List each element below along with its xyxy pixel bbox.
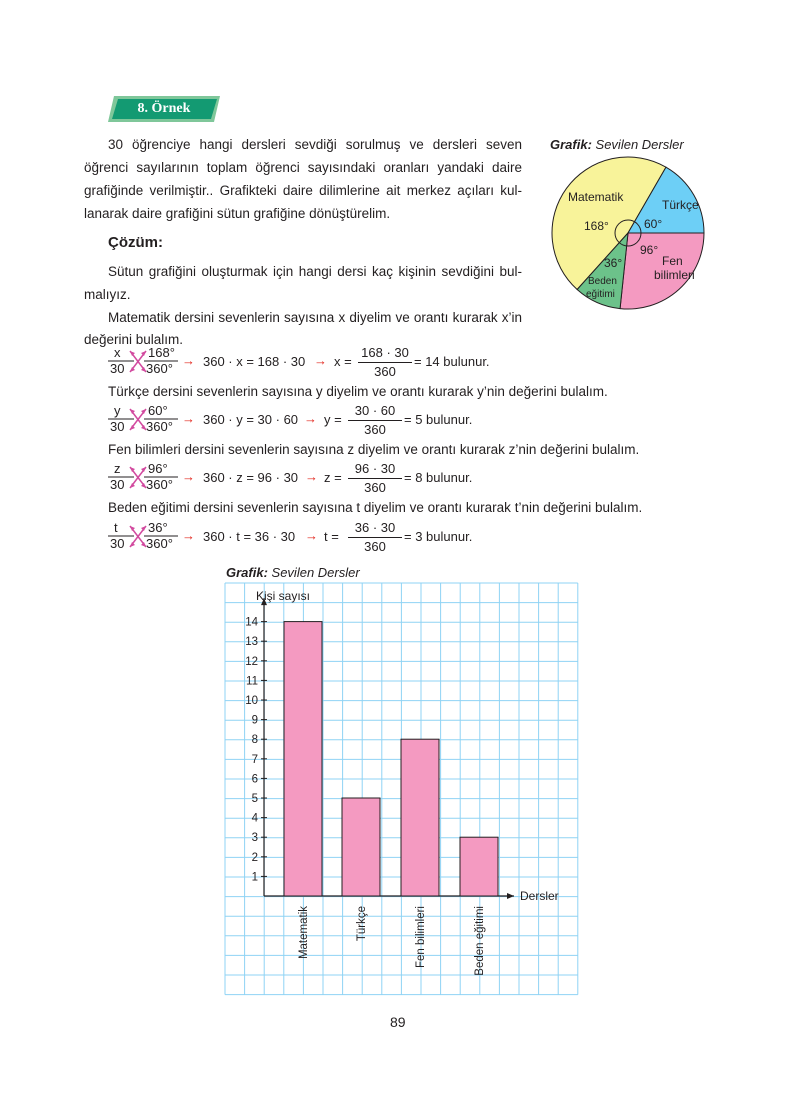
arrow-icon: → [314, 353, 327, 368]
solution-p1-line-1: Sütun grafiğini oluşturmak için hangi dersi kaç kişinin sevdiğini bul- [108, 264, 522, 279]
fraction-numerator: 96 · 30 [354, 461, 396, 476]
equation-result: = 8 bulunur. [404, 470, 473, 485]
pie-slice-label: Türkçe [662, 198, 699, 212]
ratio-full: 360° [146, 536, 173, 551]
arrow-icon: → [182, 353, 195, 368]
ratio-total: 30 [110, 361, 125, 376]
pie-slice-angle: 36° [604, 256, 623, 270]
arrow-icon: → [305, 469, 318, 484]
fraction-denominator: 360 [364, 480, 386, 495]
fraction-bar [358, 362, 412, 363]
pie-slice-label: Fen [662, 254, 683, 268]
equation-lhs: t = [324, 529, 339, 544]
arrow-icon: → [182, 469, 195, 484]
equation-product: 360 · t = 36 · 30 [203, 529, 296, 544]
fraction-denominator: 360 [374, 364, 396, 379]
bar [460, 837, 498, 896]
ratio-var: y [114, 403, 121, 418]
ratio-angle: 168° [148, 345, 175, 360]
bar [284, 622, 322, 896]
equation-result: = 3 bulunur. [404, 529, 473, 544]
ratio-var: z [114, 461, 121, 476]
solution-p2-line-1: Matematik dersini sevenlerin sayısına x diyelim ve orantı kurarak x’in [108, 310, 522, 325]
fraction-denominator: 360 [364, 422, 386, 437]
y-tick-label: 14 [245, 616, 258, 629]
cross-multiply-icon [106, 520, 186, 554]
example-badge [108, 96, 220, 122]
x-tick-label: Beden eğitimi [474, 906, 486, 976]
fraction-numerator: 168 · 30 [361, 345, 409, 360]
cross-multiply-icon [106, 403, 186, 437]
equation-result: = 14 bulunur. [414, 354, 490, 369]
arrow-icon: → [182, 411, 195, 426]
bar [401, 739, 439, 896]
y-axis-label: Kişi sayısı [256, 589, 311, 603]
equation-lhs: x = [334, 354, 352, 369]
x-tick-label: Fen bilimleri [415, 906, 427, 968]
y-tick-label: 2 [251, 851, 258, 864]
ratio-full: 360° [146, 477, 173, 492]
step-intro: Beden eğitimi dersini sevenlerin sayısına t diyelim ve orantı kurarak t’nin değerini bulalım. [108, 500, 643, 515]
pie-title-bold: Grafik: [550, 137, 592, 152]
y-tick-label: 1 [251, 871, 258, 884]
pie-slice-label: Beden [588, 276, 617, 287]
y-tick-label: 5 [251, 793, 258, 805]
intro-line-3: grafiğinde verilmiştir.. Grafikteki daire dilimlerine ait merkez açıları kul- [84, 183, 522, 198]
intro-line-1: 30 öğrenciye hangi dersleri sevdiği sorulmuş ve dersleri seven [108, 137, 522, 152]
example-label: 8. Örnek [137, 101, 191, 116]
y-tick-label: 12 [245, 655, 258, 668]
equation-result: = 5 bulunur. [404, 412, 473, 427]
bar-chart-title [226, 565, 360, 580]
pie-slice-angle: 168° [584, 219, 609, 233]
cross-multiply-icon [106, 461, 186, 495]
y-tick-label: 3 [251, 832, 258, 845]
arrow-icon: → [182, 528, 195, 543]
step-intro: Fen bilimleri dersini sevenlerin sayısına z diyelim ve orantı kurarak z’nin değerini bulalım. [108, 442, 640, 457]
fraction-bar [348, 478, 402, 479]
x-tick-label: Matematik [298, 906, 310, 960]
fraction-numerator: 36 · 30 [354, 520, 396, 535]
solution-p1-line-2: malıyız. [84, 287, 131, 302]
y-tick-label: 4 [251, 812, 258, 825]
y-tick-label: 11 [246, 675, 258, 688]
pie-title [550, 137, 684, 152]
x-axis-arrow-icon [507, 893, 514, 899]
equation-product: 360 · x = 168 · 30 [203, 354, 306, 369]
ratio-angle: 96° [148, 461, 168, 476]
arrow-icon: → [305, 528, 318, 543]
arrow-icon: → [304, 411, 317, 426]
pie-slice-label: bilimleri [654, 268, 695, 282]
ratio-angle: 36° [148, 520, 168, 535]
pie-title-rest: Sevilen Dersler [595, 137, 684, 152]
equation-product: 360 · y = 30 · 60 [203, 412, 299, 427]
fraction-bar [348, 537, 402, 538]
pie-chart [550, 155, 710, 315]
y-tick-label: 10 [245, 695, 258, 707]
ratio-angle: 60° [148, 403, 168, 418]
bar-chart-title-rest: Sevilen Dersler [271, 565, 360, 580]
pie-slice-label: Matematik [568, 190, 624, 204]
ratio-full: 360° [146, 419, 173, 434]
pie-slice-angle: 96° [640, 243, 659, 257]
intro-line-2: öğrenci sayılarının toplam öğrenci sayısındaki oranları yandaki daire [84, 160, 522, 175]
ratio-var: x [114, 345, 121, 360]
x-tick-label: Türkçe [356, 906, 368, 942]
step-intro: Türkçe dersini sevenlerin sayısına y diyelim ve orantı kurarak y’nin değerini bulalım. [108, 384, 608, 399]
pie-slice-label: eğitimi [586, 289, 615, 300]
x-axis-label: Dersler [520, 889, 559, 903]
equation-product: 360 · z = 96 · 30 [203, 470, 299, 485]
solution-heading: Çözüm: [108, 234, 163, 251]
bar [342, 798, 380, 896]
fraction-denominator: 360 [364, 539, 386, 554]
pie-slice-angle: 60° [644, 217, 663, 231]
equation-lhs: z = [324, 470, 342, 485]
ratio-full: 360° [146, 361, 173, 376]
intro-line-4: lanarak daire grafiğini sütun grafiğine dönüştürelim. [84, 206, 391, 221]
y-tick-label: 6 [251, 773, 258, 786]
ratio-total: 30 [110, 419, 125, 434]
ratio-total: 30 [110, 477, 125, 492]
ratio-var: t [114, 520, 118, 535]
ratio-total: 30 [110, 536, 125, 551]
y-tick-label: 13 [245, 636, 258, 649]
cross-multiply-icon [106, 345, 186, 379]
bar-chart-title-bold: Grafik: [226, 565, 268, 580]
fraction-numerator: 30 · 60 [354, 403, 396, 418]
solution-p2-line-2: değerini bulalım. [84, 332, 184, 347]
equation-lhs: y = [324, 412, 342, 427]
bar-chart [224, 582, 579, 996]
y-tick-label: 8 [251, 734, 258, 747]
y-tick-label: 7 [251, 753, 258, 766]
fraction-bar [348, 420, 402, 421]
y-tick-label: 9 [251, 714, 258, 727]
page-number: 89 [390, 1014, 406, 1030]
